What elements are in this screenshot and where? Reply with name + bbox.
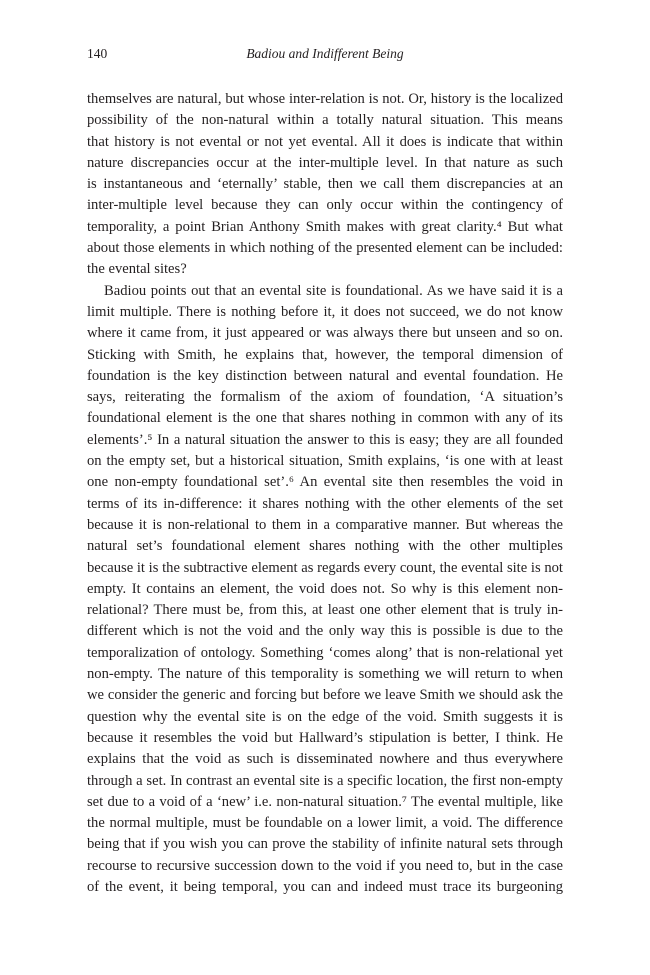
text-line: about those elements in which nothing of the presented element can be included:: [87, 240, 563, 257]
text-line: empty. It contains an element, the void does not. So why is this element non-: [87, 580, 563, 597]
page-number: 140: [87, 46, 108, 61]
text-line: of the event, it being temporal, you can and indeed must trace its burgeoning: [87, 878, 563, 895]
text-line: Sticking with Smith, he explains that, however, the temporal dimension of: [87, 346, 563, 363]
text-line: being that if you wish you can prove the stability of infinite natural sets through: [87, 836, 563, 853]
text-line: temporality, a point Brian Anthony Smith makes with great clarity.⁴ But what: [87, 218, 563, 235]
text-line: foundational element is the one that shares nothing in common with any of its: [87, 410, 563, 427]
body-text: [87, 89, 563, 898]
text-line: on the empty set, but a historical situation, Smith explains, ‘is one with at least: [87, 453, 563, 470]
text-line: nature discrepancies occur at the inter-multiple level. In that nature as such: [87, 154, 563, 171]
text-line: non-empty. The nature of this temporality is something we will return to when: [87, 666, 563, 683]
text-line: foundation is the key distinction between natural and evental foundation. He: [87, 367, 563, 384]
text-line: different which is not the void and the only way this is possible is due to the: [87, 623, 563, 640]
text-line: that history is not evental or not yet evental. All it does is indicate that within: [87, 133, 563, 150]
text-line: themselves are natural, but whose inter-relation is not. Or, history is the localized: [87, 91, 563, 107]
text-line: because it resembles the void but Hallward’s stipulation is better, I think. He: [87, 729, 563, 746]
text-line: limit multiple. There is nothing before it, it does not succeed, we do not know: [87, 303, 563, 320]
text-line: question why the evental site is on the edge of the void. Smith suggests it is: [87, 708, 563, 725]
text-line: the normal multiple, must be foundable on a lower limit, a void. The difference: [87, 815, 563, 832]
text-line: relational? There must be, from this, at least one other element that is truly in-: [87, 602, 563, 619]
text-line: explains that the void as such is disseminated nowhere and thus everywhere: [87, 751, 563, 768]
text-line: through a set. In contrast an evental site is a specific location, the first non-empty: [87, 772, 563, 789]
text-line: natural set’s foundational element shares nothing with the other multiples: [87, 538, 563, 555]
running-head: [87, 44, 563, 64]
text-line: terms of its in-difference: it shares nothing with the other elements of the set: [87, 495, 563, 512]
text-line: temporalization of ontology. Something ‘comes along’ that is non-relational yet: [87, 644, 563, 661]
text-line: where it came from, it just appeared or was always there but unseen and so on.: [87, 325, 563, 342]
text-line: one non-empty foundational set’.⁶ An evental site then resembles the void in: [87, 474, 563, 491]
text-line: possibility of the non-natural within a totally natural situation. This means: [87, 112, 563, 129]
text-line: set due to a void of a ‘new’ i.e. non-natural situation.⁷ The evental multiple, like: [87, 793, 563, 810]
text-line: Badiou points out that an evental site is foundational. As we have said it is a: [104, 282, 563, 299]
text-line: elements’.⁵ In a natural situation the answer to this is easy; they are all founded: [87, 431, 563, 448]
text-line: we consider the generic and forcing but before we leave Smith we should ask the: [87, 687, 563, 704]
text-line: because it is the subtractive element as regards every count, the evental site is not: [87, 559, 563, 576]
text-line: inter-multiple level because they can only occur within the contingency of: [87, 197, 563, 214]
running-head-title: Badiou and Indifferent Being: [246, 46, 404, 61]
text-line: says, reiterating the formalism of the axiom of foundation, ‘A situation’s: [87, 389, 563, 406]
text-line: because it is non-relational to them in a comparative manner. But whereas the: [87, 516, 563, 533]
text-line: the evental sites?: [87, 261, 187, 278]
text-line: recourse to recursive succession down to the void if you need to, but in the case: [87, 857, 563, 874]
text-line: is instantaneous and ‘eternally’ stable, then we call them discrepancies at an: [87, 176, 563, 193]
